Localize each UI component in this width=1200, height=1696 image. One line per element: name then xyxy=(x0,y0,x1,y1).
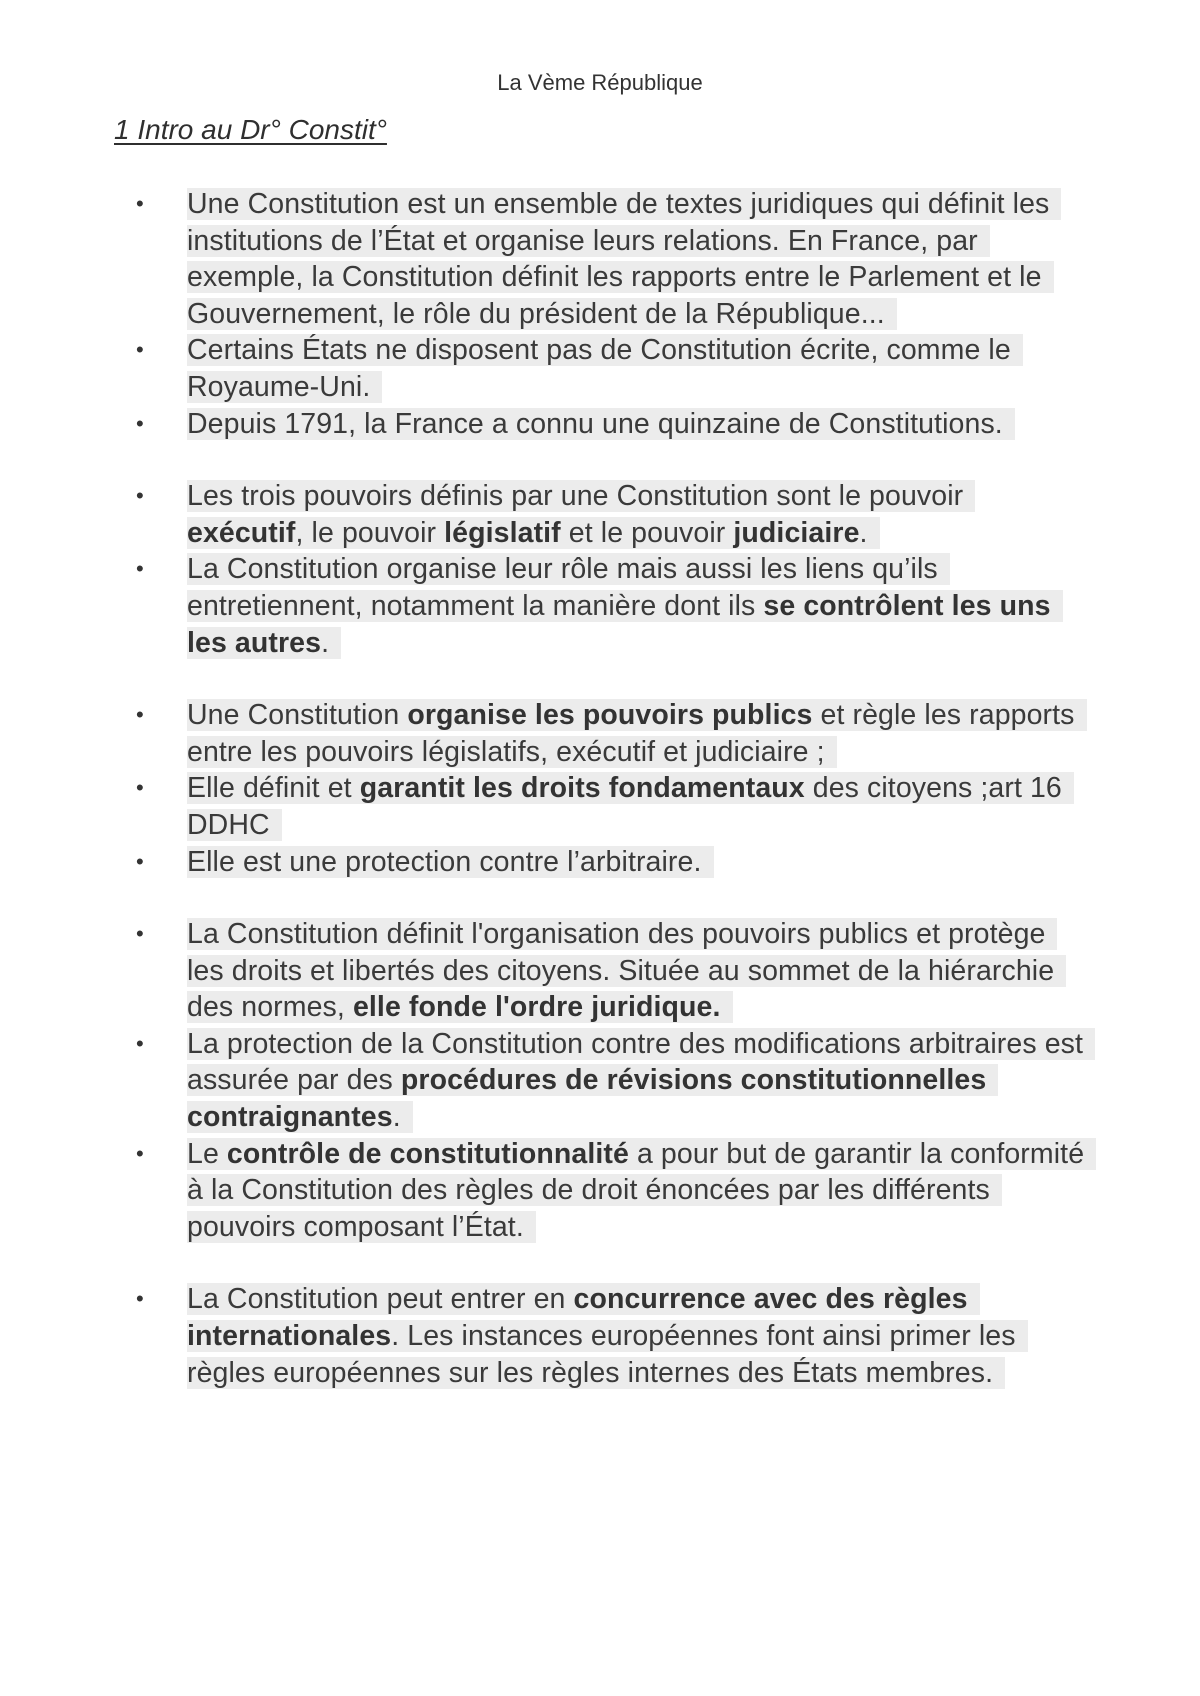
list-item-text xyxy=(187,844,1087,881)
page-header-title: La Vème République xyxy=(497,70,703,95)
text-segment: Les trois pouvoirs définis par une Constitution sont le pouvoir xyxy=(187,480,964,513)
text-segment: Une Constitution xyxy=(187,699,408,732)
highlighted-text xyxy=(187,846,714,878)
highlighted-text xyxy=(187,188,1061,330)
list-item xyxy=(0,186,1087,332)
text-segment: Une Constitution est un ensemble de textes juridiques qui définit les institutions de l’État et organise leurs relations. En France, par exemple, la Constitution définit les rapports entre le Parlement et le Gouvernement, le rôle du président de la République... xyxy=(187,188,1050,330)
bullet-dot-icon: • xyxy=(136,921,144,947)
bold-text-segment: concurrence avec des règles internationales xyxy=(187,1283,968,1353)
text-segment: Depuis 1791, la France a connu une quinzaine de Constitutions. xyxy=(187,407,1003,440)
bold-text-segment: contrôle de constitutionnalité xyxy=(226,1137,629,1170)
bullet-dot-icon: • xyxy=(136,410,144,436)
text-segment: . xyxy=(321,626,330,659)
text-segment: . xyxy=(392,1101,401,1134)
list-item-text xyxy=(187,1026,1087,1136)
bold-text-segment: se contrôlent les uns les autres xyxy=(187,589,1051,659)
list-item-text xyxy=(187,332,1087,405)
text-segment: , le pouvoir xyxy=(295,516,445,549)
list-item xyxy=(0,697,1087,770)
bold-text-segment: judiciaire xyxy=(733,516,860,549)
text-segment: La Constitution définit l'organisation des pouvoirs publics et protège les droits et libertés des citoyens. Située au sommet de la hiérarchie des normes, xyxy=(187,918,1055,1024)
text-segment: . xyxy=(859,516,868,549)
bullet-dot-icon: • xyxy=(136,848,144,874)
bullet-group xyxy=(0,1281,1200,1391)
text-segment: La Constitution peut entrer en xyxy=(187,1283,574,1316)
list-item-text xyxy=(187,478,1087,551)
text-segment: Le xyxy=(187,1137,227,1170)
list-item-text xyxy=(187,1281,1087,1391)
bold-text-segment: organise les pouvoirs publics xyxy=(407,699,813,732)
list-item-text xyxy=(187,186,1087,332)
highlighted-text xyxy=(187,1028,1095,1133)
list-item xyxy=(0,916,1087,1026)
bullet-dot-icon: • xyxy=(136,702,144,728)
text-segment: Certains États ne disposent pas de Constitution écrite, comme le Royaume-Uni. xyxy=(187,334,1011,403)
section-heading: 1 Intro au Dr° Constit° xyxy=(114,114,387,145)
list-item xyxy=(0,1281,1087,1391)
list-item xyxy=(0,1136,1087,1246)
bullet-dot-icon: • xyxy=(136,1030,144,1056)
list-item-text xyxy=(187,770,1087,843)
text-segment: La protection de la Constitution contre des modifications arbitraires est assurée par des xyxy=(187,1027,1084,1097)
text-segment: Elle est une protection contre l’arbitraire. xyxy=(187,845,702,878)
list-item-text xyxy=(187,406,1087,443)
bullet-dot-icon: • xyxy=(136,775,144,801)
list-item-text xyxy=(187,551,1087,661)
highlighted-text xyxy=(187,334,1023,403)
bullet-group xyxy=(0,478,1200,661)
text-segment: et règle les rapports entre les pouvoirs législatifs, exécutif et judiciaire ; xyxy=(187,699,1075,768)
list-item-text xyxy=(187,1136,1087,1246)
bullet-group xyxy=(0,916,1200,1245)
highlighted-text xyxy=(187,918,1066,1023)
bullet-dot-icon: • xyxy=(136,1140,144,1166)
list-item xyxy=(0,551,1087,661)
text-segment: a pour but de garantir la conformité à la Constitution des règles de droit énoncées par les différents pouvoirs composant l’État. xyxy=(187,1137,1085,1243)
list-item-text xyxy=(187,697,1087,770)
list-item-text xyxy=(187,916,1087,1026)
highlighted-text xyxy=(187,408,1015,440)
text-segment: Elle définit et xyxy=(187,772,360,805)
bullet-group xyxy=(0,186,1200,442)
bold-text-segment: procédures de révisions constitutionnelles contraignantes xyxy=(187,1064,987,1134)
list-item xyxy=(0,406,1087,443)
highlighted-text xyxy=(187,772,1074,841)
bullet-dot-icon: • xyxy=(136,556,144,582)
text-segment: La Constitution organise leur rôle mais aussi les liens qu’ils entretiennent, notamment la manière dont ils xyxy=(187,553,938,622)
bullet-dot-icon: • xyxy=(136,337,144,363)
highlighted-text xyxy=(187,1138,1096,1243)
list-item xyxy=(0,478,1087,551)
bold-text-segment: législatif xyxy=(444,516,561,549)
text-segment: des citoyens ;art 16 DDHC xyxy=(187,772,1062,841)
bold-text-segment: exécutif xyxy=(187,516,296,549)
bullet-dot-icon: • xyxy=(136,1286,144,1312)
list-item xyxy=(0,332,1087,405)
list-item xyxy=(0,1026,1087,1136)
bullet-list xyxy=(0,186,1200,1427)
highlighted-text xyxy=(187,1283,1028,1388)
bullet-dot-icon: • xyxy=(136,483,144,509)
bullet-group xyxy=(0,697,1200,880)
highlighted-text xyxy=(187,699,1087,768)
highlighted-text xyxy=(187,553,1063,658)
list-item xyxy=(0,770,1087,843)
highlighted-text xyxy=(187,480,975,549)
bold-text-segment: elle fonde l'ordre juridique. xyxy=(352,991,721,1024)
list-item xyxy=(0,844,1087,881)
text-segment: et le pouvoir xyxy=(560,516,734,549)
bullet-dot-icon: • xyxy=(136,191,144,216)
text-segment: . Les instances européennes font ainsi primer les règles européennes sur les règles internes des États membres. xyxy=(187,1320,1016,1389)
bold-text-segment: garantit les droits fondamentaux xyxy=(359,772,805,805)
